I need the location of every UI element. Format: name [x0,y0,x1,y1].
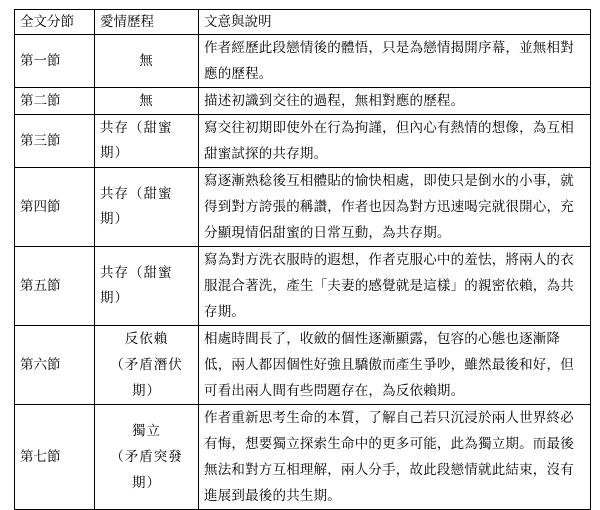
row-description: 描述初識到交往的過程，無相對應的歷程。 [199,88,591,115]
header-description: 文意與說明 [199,10,591,35]
phase-label: 共存（甜蜜期） [100,186,173,227]
analysis-table [14,9,591,510]
header-section: 全文分節 [15,10,95,35]
table-row [15,168,591,247]
row-description: 作者經歷此段戀情後的體悟，只是為戀情揭開序幕，並無相對應的歷程。 [199,35,591,88]
row-section: 第三節 [15,115,95,168]
row-section: 第一節 [15,35,95,88]
row-section: 第七節 [15,405,95,510]
row-description: 寫逐漸熟稔後互相體貼的愉快相處，即使只是倒水的小事，就得到對方誇張的稱讚，作者也因為對方迅速喝完就很開心，充分顯現情侶甜蜜的日常互動，為共存期。 [199,168,591,247]
row-phase [95,115,199,168]
phase-label: 無 [139,52,154,69]
table-row [15,405,591,510]
row-description: 寫為對方洗衣服時的遐想，作者克服心中的羞怯，將兩人的衣服混合著洗，產生「夫妻的感覺就是這樣」的親密依賴，為共存期。 [199,247,591,326]
table-header-row [15,10,591,35]
phase-label: 反依賴 [124,331,169,347]
row-section: 第五節 [15,247,95,326]
table-row [15,247,591,326]
phase-sublabel: （矛盾潛伏期） [110,357,183,399]
row-section: 第二節 [15,88,95,115]
row-description: 相處時間長了，收斂的個性逐漸顯露，包容的心態也逐漸降低，兩人都因個性好強且驕傲而產生爭吵，雖然最後和好，但可看出兩人間有些問題存在，為反依賴期。 [199,326,591,405]
row-section: 第四節 [15,168,95,247]
row-phase [95,326,199,405]
header-phase: 愛情歷程 [95,10,199,35]
table-row [15,326,591,405]
phase-sublabel: （矛盾突發期） [110,449,183,491]
row-phase [95,168,199,247]
phase-label: 共存（甜蜜期） [100,265,173,306]
phase-label: 無 [139,92,154,109]
row-section: 第六節 [15,326,95,405]
table-row [15,35,591,88]
row-phase [95,35,199,88]
phase-label: 共存（甜蜜期） [100,120,173,161]
row-description: 作者重新思考生命的本質，了解自己若只沉浸於兩人世界終必有悔，想要獨立探索生命中的更多可能，此為獨立期。而最後無法和對方互相理解，兩人分手，故此段戀情就此結束，沒有進展到最後的共生期。 [199,405,591,510]
row-phase [95,247,199,326]
table-row [15,88,591,115]
table-row [15,115,591,168]
phase-label: 獨立 [132,423,161,439]
row-phase [95,405,199,510]
row-phase [95,88,199,115]
row-description: 寫交往初期即使外在行為拘謹，但內心有熱情的想像，為互相甜蜜試探的共存期。 [199,115,591,168]
